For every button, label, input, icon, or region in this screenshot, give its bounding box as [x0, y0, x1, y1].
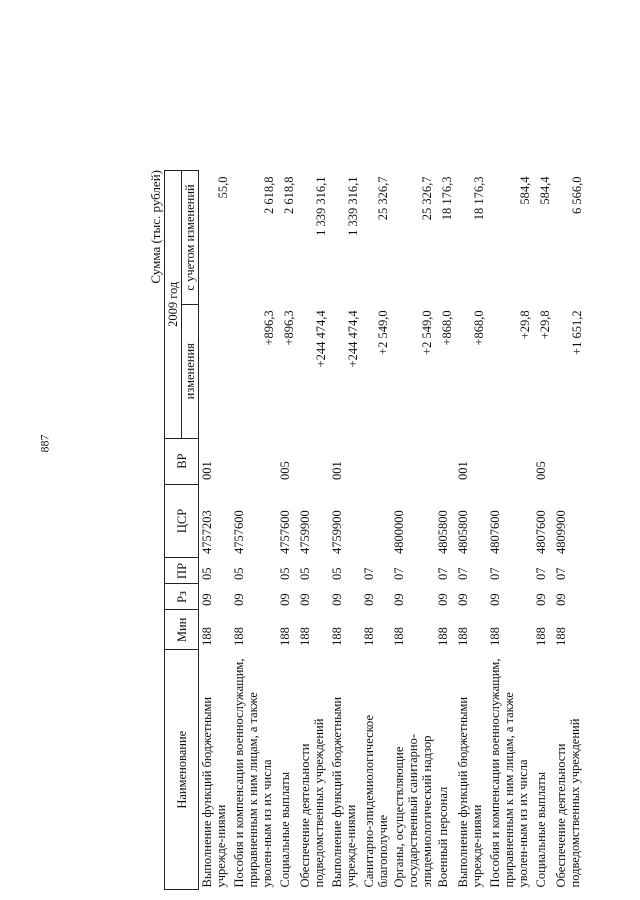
row-change [199, 304, 232, 438]
row-vr: 005 [278, 461, 292, 481]
units-caption: Сумма (тыс. рублей) [148, 170, 163, 284]
table-row [297, 171, 329, 890]
row-csr: 4757203 [200, 510, 214, 554]
table-row [329, 171, 361, 890]
row-min: 188 [554, 627, 568, 646]
row-csr: 4805800 [436, 510, 450, 554]
row-rz: 09 [298, 593, 312, 606]
table-row [391, 171, 435, 890]
header-min: Мин [165, 610, 199, 650]
row-name: Выполнение функций бюджетными учрежде-ниями [456, 696, 484, 888]
row-csr: 4757600 [278, 510, 292, 554]
row-rz: 09 [392, 593, 406, 606]
row-name: Санитарно-эпидемиологическое благополучие [362, 714, 390, 888]
header-csr: ЦСР [165, 484, 199, 558]
row-total: 25 326,7 [420, 176, 434, 221]
row-pr: 07 [534, 567, 548, 580]
row-min: 188 [362, 627, 376, 646]
row-min: 188 [232, 627, 246, 646]
row-csr: 4757600 [232, 510, 246, 554]
row-min: 188 [392, 627, 406, 646]
row-change: +1 651,2 [570, 310, 584, 355]
table-row [277, 171, 297, 890]
row-rz: 09 [362, 593, 376, 606]
row-min: 188 [200, 627, 214, 646]
table-row [455, 171, 487, 890]
row-vr: 001 [456, 461, 470, 481]
row-min: 188 [488, 627, 502, 646]
row-csr: 4759900 [298, 510, 312, 554]
row-vr [391, 438, 435, 484]
row-name: Военный персонал [436, 786, 450, 888]
row-csr: 4800000 [392, 510, 406, 554]
page-number: 887 [37, 434, 52, 453]
header-with-changes: с учетом изменений [182, 171, 199, 305]
row-pr: 07 [392, 567, 406, 580]
row-name: Пособия и компенсации военнослужащим, приравненным к ним лицам, а также уволен-ным из их числа [232, 658, 274, 888]
row-change: +868,0 [440, 310, 454, 346]
row-rz: 09 [534, 593, 548, 606]
row-vr [553, 438, 585, 484]
row-csr: 4807600 [534, 510, 548, 554]
row-name: Пособия и компенсации военнослужащим, приравненным к ним лицам, а также уволен-ным из их числа [488, 658, 530, 888]
header-vr: ВР [165, 438, 199, 484]
row-min: 188 [278, 627, 292, 646]
row-csr: 4805800 [456, 510, 470, 554]
row-rz: 09 [456, 593, 470, 606]
row-name: Выполнение функций бюджетными учрежде-ниями [330, 696, 358, 888]
row-change: +2 549,0 [420, 310, 434, 355]
table-row [553, 171, 585, 890]
row-vr: 005 [534, 461, 548, 481]
row-rz: 09 [436, 593, 450, 606]
row-total: 584,4 [538, 176, 552, 205]
row-total: 18 176,3 [472, 176, 486, 221]
row-total: 2 618,8 [262, 176, 276, 214]
row-change: +244 474,4 [346, 310, 360, 368]
row-min: 188 [436, 627, 450, 646]
header-name: Наименование [165, 650, 199, 890]
row-min: 188 [534, 627, 548, 646]
rotated-table-block [150, 170, 620, 890]
row-name: Социальные выплаты [534, 771, 548, 888]
table-row [231, 171, 277, 890]
row-total: 584,4 [518, 176, 532, 205]
table-row [487, 171, 533, 890]
row-rz: 09 [232, 593, 246, 606]
row-pr: 07 [456, 567, 470, 580]
row-name: Обеспечение деятельности подведомственных учреждений [554, 718, 582, 888]
table-row [361, 171, 391, 890]
row-total: 6 566,0 [570, 176, 584, 214]
row-pr: 05 [298, 567, 312, 580]
row-vr [231, 438, 277, 484]
row-pr: 05 [232, 567, 246, 580]
budget-table [164, 170, 585, 890]
row-pr: 05 [278, 567, 292, 580]
row-vr [361, 438, 391, 484]
row-rz: 09 [278, 593, 292, 606]
row-rz: 09 [200, 593, 214, 606]
table-body [199, 171, 586, 890]
row-min: 188 [298, 627, 312, 646]
row-total: 25 326,7 [376, 176, 390, 221]
row-csr [361, 484, 391, 558]
row-total: 55,0 [216, 176, 230, 199]
row-pr: 07 [554, 567, 568, 580]
row-change: +29,8 [518, 310, 532, 340]
row-vr [435, 438, 455, 484]
row-vr: 001 [200, 461, 214, 481]
row-min: 188 [456, 627, 470, 646]
table-row [435, 171, 455, 890]
row-pr: 05 [330, 567, 344, 580]
header-changes: изменения [182, 304, 199, 438]
row-vr: 001 [330, 461, 344, 481]
row-vr [487, 438, 533, 484]
row-csr: 4807600 [488, 510, 502, 554]
row-pr: 07 [362, 567, 376, 580]
row-total: 1 339 316,1 [346, 176, 360, 236]
row-vr [297, 438, 329, 484]
row-min: 188 [330, 627, 344, 646]
row-name: Выполнение функций бюджетными учрежде-ниями [200, 696, 228, 888]
row-change: +244 474,4 [314, 310, 328, 368]
table-row [533, 171, 553, 890]
header-year: 2009 год [165, 171, 182, 439]
row-name: Социальные выплаты [278, 771, 292, 888]
row-change: +868,0 [472, 310, 486, 346]
row-csr: 4759900 [330, 510, 344, 554]
row-rz: 09 [488, 593, 502, 606]
row-rz: 09 [554, 593, 568, 606]
row-pr: 07 [436, 567, 450, 580]
table-header [165, 171, 199, 890]
row-total: 18 176,3 [440, 176, 454, 221]
row-name: Обеспечение деятельности подведомственных учреждений [298, 718, 326, 888]
row-change: +29,8 [538, 310, 552, 340]
header-rz: Рз [165, 584, 199, 610]
row-change: +896,3 [262, 310, 276, 346]
row-change: +2 549,0 [376, 310, 390, 355]
row-csr: 4809900 [554, 510, 568, 554]
table-row [199, 171, 232, 890]
row-rz: 09 [330, 593, 344, 606]
row-pr: 05 [200, 567, 214, 580]
header-pr: ПР [165, 558, 199, 584]
row-pr: 07 [488, 567, 502, 580]
row-change: +896,3 [282, 310, 296, 346]
row-total: 2 618,8 [282, 176, 296, 214]
row-total: 1 339 316,1 [314, 176, 328, 236]
row-name: Органы, осуществляющие государственный санитарно-эпидемиологический надзор [392, 733, 434, 888]
